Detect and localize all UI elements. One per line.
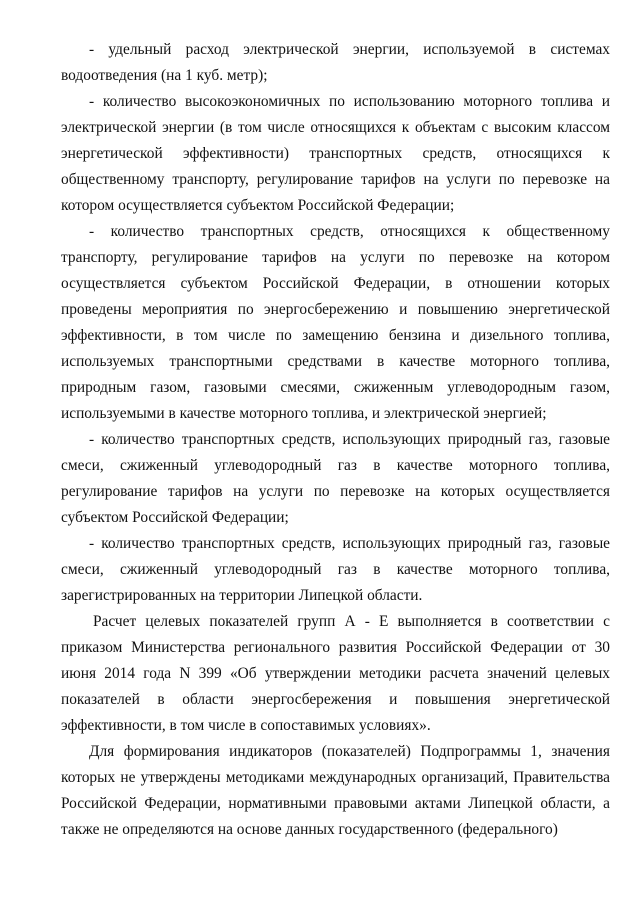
- paragraph-efficient-vehicles-count: - количество высокоэкономичных по использованию моторного топлива и электрической энергии (в том числе относящихся к объектам с высоким классом энергетической эффективности) транспортных средств, относящихся к общественному транспорту, регулирование тарифов на услуги по перевозке на котором осуществляется субъектом Российской Федерации;: [61, 93, 610, 214]
- paragraph-indicators-formation: Для формирования индикаторов (показателей) Подпрограммы 1, значения которых не утверждены методиками международных организаций, Правительства Российской Федерации, нормативными правовыми актами Липецкой области, а также не определяются на основе данных государственного (федерального): [61, 743, 610, 838]
- paragraph-gas-vehicles-regulated: - количество транспортных средств, использующих природный газ, газовые смеси, сжиженный углеводородный газ в качестве моторного топлива, регулирование тарифов на услуги по перевозке на которых осуществляется субъектом Российской Федерации;: [61, 431, 610, 526]
- paragraph-vehicles-energy-measures: - количество транспортных средств, относящихся к общественному транспорту, регулирование тарифов на услуги по перевозке на котором осуществляется субъектом Российской Федерации, в отношении которых проведены мероприятия по энергосбережению и повышению энергетической эффективности, в том числе по замещению бензина и дизельного топлива, используемых транспортными средствами в качестве моторного топлива, природным газом, газовыми смесями, сжиженным углеводородным газом, используемыми в качестве моторного топлива, и электрической энергией;: [61, 223, 610, 422]
- paragraph-water-disposal-energy: - удельный расход электрической энергии, используемой в системах водоотведения (на 1 куб. метр);: [61, 41, 610, 84]
- paragraph-gas-vehicles-registered: - количество транспортных средств, использующих природный газ, газовые смеси, сжиженный углеводородный газ в качестве моторного топлива, зарегистрированных на территории Липецкой области.: [61, 535, 610, 604]
- paragraph-calculation-order: Расчет целевых показателей групп А - Е выполняется в соответствии с приказом Министерства регионального развития Российской Федерации от 30 июня 2014 года N 399 «Об утверждении методики расчета значений целевых показателей в области энергосбережения и повышения энергетической эффективности, в том числе в сопоставимых условиях».: [61, 613, 610, 734]
